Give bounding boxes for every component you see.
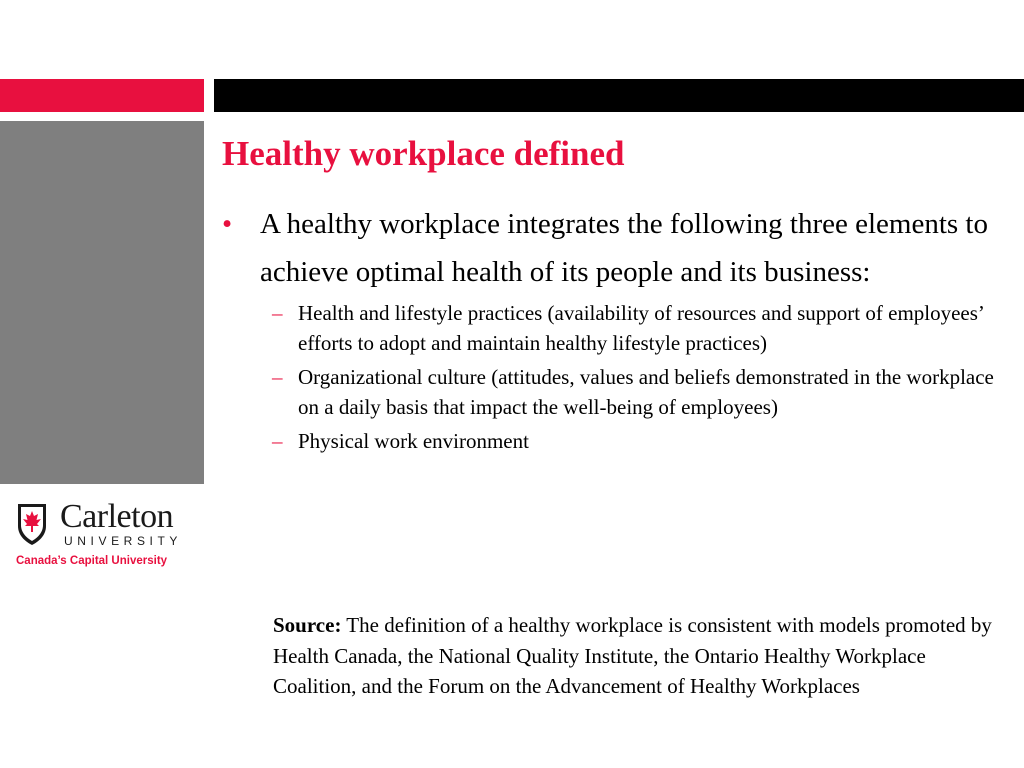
source-label: Source:: [273, 613, 342, 637]
sub-bullet-marker: –: [272, 429, 283, 453]
logo-subtitle: UNIVERSITY: [64, 534, 183, 548]
header-accent-bar: [0, 79, 204, 112]
bullet-list: [222, 200, 1012, 460]
header-bar: [214, 79, 1024, 112]
sub-bullet-marker: –: [272, 301, 283, 325]
sub-bullet-text: Health and lifestyle practices (availability of resources and support of employees’ efforts to adopt and maintain healthy lifestyle practices): [298, 301, 984, 355]
sub-bullet-item: [222, 426, 998, 456]
logo-tagline: Canada’s Capital University: [16, 555, 168, 567]
sub-bullet-item: [222, 362, 998, 422]
sub-bullet-marker: –: [272, 365, 283, 389]
side-panel: [0, 121, 204, 484]
source-note: [273, 610, 993, 702]
sub-bullet-text: Organizational culture (attitudes, values and beliefs demonstrated in the workplace on a daily basis that impact the well-being of employees): [298, 365, 994, 419]
sub-bullet-text: Physical work environment: [298, 429, 529, 453]
source-text: The definition of a healthy workplace is consistent with models promoted by Health Canada, the National Quality Institute, the Ontario Healthy Workplace Coalition, and the Forum on the Advancement of Healthy Workplaces: [273, 613, 992, 698]
sub-bullet-list: [222, 298, 1012, 456]
slide-title: Healthy workplace defined: [222, 134, 625, 173]
bullet-text: A healthy workplace integrates the following three elements to achieve optimal health of its people and its business:: [260, 208, 988, 288]
bullet-item: [222, 200, 1012, 296]
sub-bullet-item: [222, 298, 998, 358]
carleton-logo: [14, 500, 194, 575]
logo-wordmark: Carleton: [60, 498, 174, 535]
bullet-marker: •: [222, 208, 233, 240]
carleton-shield-icon: [16, 502, 48, 546]
